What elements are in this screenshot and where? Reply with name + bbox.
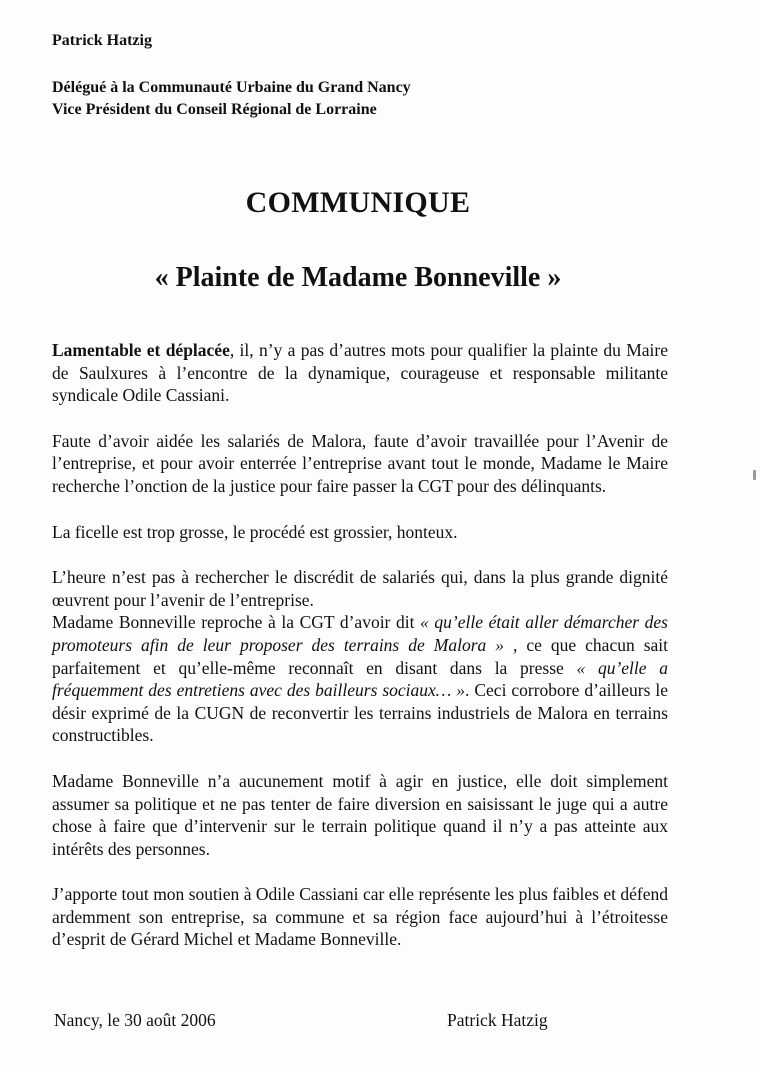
signature-name: Patrick Hatzig	[447, 1010, 548, 1030]
paragraph-7: J’apporte tout mon soutien à Odile Cassiani car elle représente les plus faibles et défend ardemment son entreprise, sa commune et sa région face aujourd’hui à l’étroitesse d’esprit de Gérard Michel et Madame Bonneville.	[52, 884, 668, 950]
paragraph-4: L’heure n’est pas à rechercher le discrédit de salariés qui, dans la plus grande dignité œuvrent pour l’avenir de l’entreprise.	[52, 567, 668, 610]
paragraph-5-text-c: . Ceci corrobore d’ailleurs le désir exprimé de la CUGN de reconvertir les terrains industriels de Malora en terrains constructibles.	[52, 680, 669, 746]
paragraph-5-quote-1: « qu’elle était aller démarcher des promoteurs afin de leur proposer des terrains de Malora »	[52, 612, 668, 655]
author-role-1: Délégué à la Communauté Urbaine du Grand Nancy	[52, 79, 411, 96]
document-body	[52, 339, 668, 974]
paragraph-1-text: , il, n’y a pas d’autres mots pour qualifier la plainte du Maire de Saulxures à l’encontre de la dynamique, courageuse et responsable militante syndicale Odile Cassiani.	[52, 340, 668, 406]
paragraph-1-bold-lead: Lamentable et déplacée	[52, 340, 230, 360]
paragraph-5	[52, 611, 668, 747]
author-role-2: Vice Président du Conseil Régional de Lorraine	[52, 101, 377, 118]
paragraph-1	[52, 339, 668, 407]
paragraph-6: Madame Bonneville n’a aucunement motif à agir en justice, elle doit simplement assumer sa politique et ne pas tenter de faire diversion en saisissant le juge qui a autre chose à faire que d’intervenir sur le terrain politique quand il n’y a pas atteinte aux intérêts des personnes.	[52, 770, 668, 859]
place-and-date: Nancy, le 30 août 2006	[54, 1010, 216, 1030]
scan-artifact	[753, 470, 756, 480]
author-name: Patrick Hatzig	[52, 32, 152, 49]
paragraph-5-quote-2: « qu’elle a fréquemment des entretiens avec des bailleurs sociaux… »	[52, 657, 668, 701]
paragraph-2: Faute d’avoir aidée les salariés de Malora, faute d’avoir travaillée pour l’Avenir de l’entreprise, et pour avoir enterrée l’entreprise avant tout le monde, Madame le Maire recherche l’onction de la justice pour faire passer la CGT pour des délinquants.	[52, 430, 668, 496]
paragraph-5-text-b: , ce que chacun sait parfaitement et qu’elle-même reconnaît en disant dans la presse	[52, 634, 669, 678]
document-subtitle: « Plainte de Madame Bonneville »	[154, 262, 562, 293]
paragraph-3: La ficelle est trop grosse, le procédé est grossier, honteux.	[52, 521, 458, 542]
document-title: COMMUNIQUE	[245, 186, 471, 219]
paragraph-5-text-a: Madame Bonneville reproche à la CGT d’avoir dit	[52, 612, 421, 633]
author-roles	[52, 77, 411, 121]
